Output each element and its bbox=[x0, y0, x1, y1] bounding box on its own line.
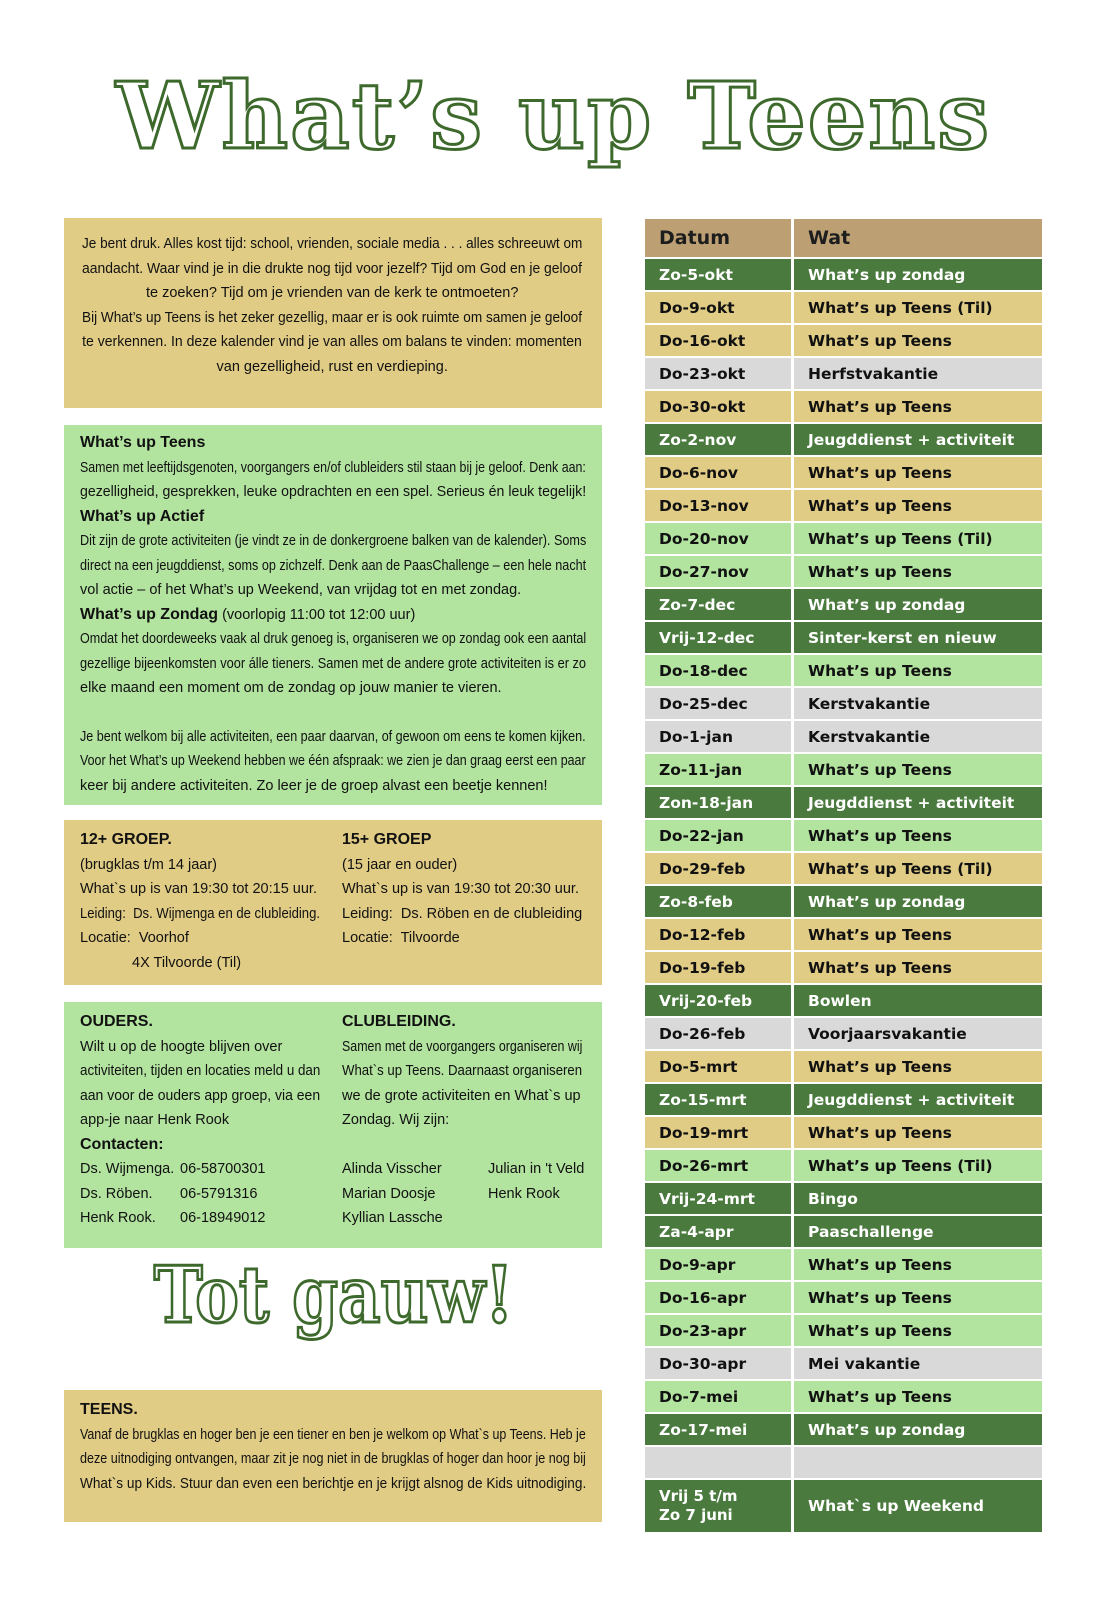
calendar-activity-cell: What’s up Teens bbox=[794, 820, 1042, 851]
calendar-date-cell: Zo-8-feb bbox=[645, 886, 791, 917]
teens-block-heading: TEENS. bbox=[80, 1401, 138, 1418]
calendar-date-cell: Do-26-feb bbox=[645, 1018, 791, 1049]
group-12-heading: 12+ GROEP. bbox=[80, 831, 172, 848]
contact-row bbox=[80, 1182, 320, 1207]
calendar-row bbox=[645, 358, 1042, 389]
final-what: What`s up Weekend bbox=[794, 1480, 1042, 1532]
calendar-row bbox=[645, 259, 1042, 290]
teens-block-text: What`s up Kids. Stuur dan even een berichtje en je krijgt alsnog de Kids uitnodiging. bbox=[80, 1475, 587, 1492]
calendar-activity-cell: Jeugddienst + activiteit bbox=[794, 787, 1042, 818]
calendar-date-cell: Do-16-apr bbox=[645, 1282, 791, 1313]
group-12-time: What`s up is van 19:30 tot 20:15 uur. bbox=[80, 881, 317, 897]
page-title: What’s up Teens bbox=[115, 62, 992, 170]
zondag-text: Omdat het doordeweeks vaak al druk genoeg is, organiseren we op zondag ook een aantal bbox=[80, 631, 587, 647]
zondag-heading: What’s up Zondag bbox=[80, 605, 219, 623]
teens-text: Samen met leeftijdsgenoten, voorgangers en/of clubleiders stil staan bij je geloof. Denk aan: bbox=[80, 459, 586, 476]
calendar-date-cell: Do-18-dec bbox=[645, 655, 791, 686]
actief-text: vol actie – of het What’s up Weekend, van vrijdag tot en met zondag. bbox=[80, 582, 522, 598]
calendar-activity-cell: Paaschallenge bbox=[794, 1216, 1042, 1247]
calendar-date-cell: Do-1-jan bbox=[645, 721, 791, 752]
calendar-date-cell: Do-19-feb bbox=[645, 952, 791, 983]
calendar-activity-cell: Bingo bbox=[794, 1183, 1042, 1214]
calendar-row bbox=[645, 1150, 1042, 1181]
calendar-date-cell: Do-29-feb bbox=[645, 853, 791, 884]
calendar-activity-cell: What’s up Teens bbox=[794, 754, 1042, 785]
calendar-activity-cell: Sinter-kerst en nieuw bbox=[794, 622, 1042, 653]
calendar-header-row bbox=[645, 219, 1042, 257]
calendar-date-cell: Do-23-apr bbox=[645, 1315, 791, 1346]
calendar-date-cell: Do-16-okt bbox=[645, 325, 791, 356]
intro-line: te zoeken? Tijd om je vrienden van de kerk te ontmoeten? bbox=[146, 285, 519, 301]
ouders-heading: OUDERS. bbox=[80, 1013, 153, 1030]
ouders-column bbox=[80, 1010, 320, 1231]
locatie-label: Locatie: bbox=[80, 930, 131, 946]
calendar-date-cell: Do-13-nov bbox=[645, 490, 791, 521]
calendar-date-cell: Do-9-okt bbox=[645, 292, 791, 323]
leader-name: Henk Rook bbox=[488, 1185, 560, 1202]
final-date-line-1: Vrij 5 t/m bbox=[659, 1487, 738, 1505]
calendar-date-cell: Vrij-20-feb bbox=[645, 985, 791, 1016]
clubleiding-text: Samen met de voorgangers organiseren wij bbox=[342, 1038, 583, 1055]
calendar-row bbox=[645, 457, 1042, 488]
leiding-label: Leiding: bbox=[80, 905, 126, 922]
calendar-row bbox=[645, 820, 1042, 851]
calendar-row bbox=[645, 1315, 1042, 1346]
calendar-date-cell: Do-26-mrt bbox=[645, 1150, 791, 1181]
calendar-activity-cell: Herfstvakantie bbox=[794, 358, 1042, 389]
clubleiding-text: Zondag. Wij zijn: bbox=[342, 1112, 450, 1128]
calendar-date-cell: Za-4-apr bbox=[645, 1216, 791, 1247]
calendar-row bbox=[645, 1249, 1042, 1280]
leaders-col-2 bbox=[488, 1157, 584, 1231]
intro-line: Je bent druk. Alles kost tijd: school, vrienden, sociale media . . . alles schreeuwt om bbox=[82, 236, 583, 252]
calendar-activity-cell: What’s up Teens bbox=[794, 655, 1042, 686]
leiding-value: Ds. Röben en de clubleiding bbox=[400, 905, 583, 922]
calendar-date-cell: Do-30-apr bbox=[645, 1348, 791, 1379]
calendar-row bbox=[645, 1084, 1042, 1115]
calendar-activity-cell: What’s up zondag bbox=[794, 589, 1042, 620]
intro-line: te verkennen. In deze kalender vind je van alles om balans te vinden: momenten bbox=[82, 334, 582, 350]
header-date: Datum bbox=[645, 219, 791, 257]
calendar-activity-cell: What’s up Teens (Til) bbox=[794, 523, 1042, 554]
calendar-row bbox=[645, 985, 1042, 1016]
group-12-locatie bbox=[80, 926, 346, 951]
calendar-date-cell: Do-12-feb bbox=[645, 919, 791, 950]
calendar-activity-cell bbox=[794, 1447, 1042, 1478]
contact-name: Ds. Röben. bbox=[80, 1185, 153, 1202]
calendar-rows bbox=[645, 259, 1042, 1478]
calendar-row bbox=[645, 424, 1042, 455]
calendar-row bbox=[645, 1348, 1042, 1379]
intro-line: van gezelligheid, rust en verdieping. bbox=[216, 358, 448, 375]
calendar-activity-cell: What’s up Teens bbox=[794, 1051, 1042, 1082]
calendar-date-cell: Zo-5-okt bbox=[645, 259, 791, 290]
calendar-row bbox=[645, 952, 1042, 983]
calendar-row bbox=[645, 1216, 1042, 1247]
calendar-date-cell: Do-27-nov bbox=[645, 556, 791, 587]
calendar-date-cell: Zo-11-jan bbox=[645, 754, 791, 785]
zondag-heading-line bbox=[80, 603, 586, 628]
final-date-line-2: Zo 7 juni bbox=[659, 1506, 733, 1524]
calendar-date-cell: Do-23-okt bbox=[645, 358, 791, 389]
zondag-text: gezellige bijeenkomsten voor álle tieners. Samen met de andere grote activiteiten is er zo bbox=[80, 655, 587, 672]
welcome-text: keer bij andere activiteiten. Zo leer je de groep alvast een beetje kennen! bbox=[80, 777, 548, 794]
contact-phone[interactable]: 06-58700301 bbox=[180, 1161, 266, 1177]
calendar-date-cell: Do-30-okt bbox=[645, 391, 791, 422]
calendar-final-row bbox=[645, 1480, 1042, 1532]
leaders-list bbox=[342, 1157, 592, 1231]
calendar-row bbox=[645, 622, 1042, 653]
group-12-locatie-2: 4X Tilvoorde (Til) bbox=[132, 954, 242, 971]
calendar-activity-cell: What’s up Teens bbox=[794, 952, 1042, 983]
group-15-locatie bbox=[342, 926, 582, 951]
calendar-date-cell: Vrij-12-dec bbox=[645, 622, 791, 653]
leader-name: Julian in 't Veld bbox=[488, 1161, 585, 1177]
calendar-date-cell: Zon-18-jan bbox=[645, 787, 791, 818]
calendar-date-cell: Zo-17-mei bbox=[645, 1414, 791, 1445]
group-15-column bbox=[342, 828, 582, 951]
calendar-row bbox=[645, 292, 1042, 323]
welcome-text: Je bent welkom bij alle activiteiten, een paar daarvan, of gewoon om eens te komen kijken. bbox=[80, 728, 586, 745]
contact-row bbox=[80, 1206, 320, 1231]
calendar-row bbox=[645, 1414, 1042, 1445]
calendar-date-cell: Do-25-dec bbox=[645, 688, 791, 719]
clubleiding-text: we de grote activiteiten en What`s up bbox=[342, 1087, 581, 1104]
calendar-activity-cell: What’s up Teens bbox=[794, 325, 1042, 356]
calendar-date-cell bbox=[645, 1447, 791, 1478]
calendar-activity-cell: Kerstvakantie bbox=[794, 688, 1042, 719]
groups-box bbox=[64, 820, 602, 985]
locatie-value: Voorhof bbox=[138, 930, 189, 946]
calendar-row bbox=[645, 721, 1042, 752]
calendar-activity-cell: What’s up Teens (Til) bbox=[794, 1150, 1042, 1181]
calendar-activity-cell: Kerstvakantie bbox=[794, 721, 1042, 752]
ouders-text: Wilt u op de hoogte blijven over bbox=[80, 1038, 283, 1055]
calendar-activity-cell: What’s up zondag bbox=[794, 886, 1042, 917]
closing-title: Tot gauw! bbox=[153, 1250, 514, 1341]
leader-name: Kyllian Lassche bbox=[342, 1210, 443, 1226]
calendar-activity-cell: What’s up Teens bbox=[794, 556, 1042, 587]
calendar-activity-cell: What’s up Teens bbox=[794, 391, 1042, 422]
calendar-activity-cell: Jeugddienst + activiteit bbox=[794, 424, 1042, 455]
calendar-date-cell: Vrij-24-mrt bbox=[645, 1183, 791, 1214]
calendar-row bbox=[645, 754, 1042, 785]
calendar-row bbox=[645, 1447, 1042, 1478]
calendar-row bbox=[645, 391, 1042, 422]
calendar-row bbox=[645, 1018, 1042, 1049]
program-info-box bbox=[64, 425, 602, 805]
group-12-leiding bbox=[80, 902, 320, 927]
ouders-text: aan voor de ouders app groep, via een bbox=[80, 1087, 321, 1104]
group-12-age: (brugklas t/m 14 jaar) bbox=[80, 856, 217, 873]
calendar-activity-cell: What’s up Teens bbox=[794, 1315, 1042, 1346]
calendar-activity-cell: What’s up Teens bbox=[794, 1117, 1042, 1148]
calendar-activity-cell: What’s up Teens bbox=[794, 919, 1042, 950]
calendar-activity-cell: What’s up zondag bbox=[794, 1414, 1042, 1445]
calendar-activity-cell: What’s up zondag bbox=[794, 259, 1042, 290]
teens-block-text: deze uitnodiging ontvangen, maar zit je nog niet in de brugklas of hoger dan hoor je nog bij bbox=[80, 1451, 586, 1467]
contact-phone[interactable]: 06-18949012 bbox=[180, 1210, 266, 1226]
calendar-row bbox=[645, 655, 1042, 686]
intro-line: Bij What’s up Teens is het zeker gezellig, maar er is ook ruimte om samen je geloof bbox=[82, 309, 582, 326]
calendar-date-cell: Do-19-mrt bbox=[645, 1117, 791, 1148]
contacts-heading: Contacten: bbox=[80, 1135, 164, 1153]
locatie-label: Locatie: bbox=[342, 930, 393, 946]
calendar-activity-cell: Voorjaarsvakantie bbox=[794, 1018, 1042, 1049]
calendar-activity-cell: What’s up Teens bbox=[794, 1249, 1042, 1280]
calendar-row bbox=[645, 1381, 1042, 1412]
locatie-value: Tilvoorde bbox=[400, 930, 460, 946]
zondag-note: (voorlopig 11:00 tot 12:00 uur) bbox=[222, 606, 416, 623]
calendar-activity-cell: What’s up Teens (Til) bbox=[794, 292, 1042, 323]
calendar-row bbox=[645, 919, 1042, 950]
clubleiding-heading: CLUBLEIDING. bbox=[342, 1013, 456, 1030]
group-12-column bbox=[80, 828, 346, 975]
group-15-time: What`s up is van 19:30 tot 20:30 uur. bbox=[342, 881, 579, 897]
clubleiding-text: What`s up Teens. Daarnaast organiseren bbox=[342, 1063, 583, 1079]
calendar-date-cell: Zo-7-dec bbox=[645, 589, 791, 620]
clubleiding-column bbox=[342, 1010, 592, 1231]
header-what: Wat bbox=[794, 219, 1042, 257]
final-date bbox=[645, 1480, 791, 1532]
calendar-activity-cell: What’s up Teens bbox=[794, 1381, 1042, 1412]
calendar-activity-cell: What’s up Teens bbox=[794, 490, 1042, 521]
contact-phone[interactable]: 06-5791316 bbox=[180, 1185, 258, 1202]
calendar-activity-cell: Mei vakantie bbox=[794, 1348, 1042, 1379]
calendar-date-cell: Do-7-mei bbox=[645, 1381, 791, 1412]
teens-heading: What’s up Teens bbox=[80, 434, 206, 451]
calendar-row bbox=[645, 589, 1042, 620]
calendar-date-cell: Do-9-apr bbox=[645, 1249, 791, 1280]
calendar-date-cell: Zo-2-nov bbox=[645, 424, 791, 455]
calendar-row bbox=[645, 490, 1042, 521]
calendar-date-cell: Do-22-jan bbox=[645, 820, 791, 851]
calendar-date-cell: Do-5-mrt bbox=[645, 1051, 791, 1082]
calendar-row bbox=[645, 787, 1042, 818]
calendar-activity-cell: Jeugddienst + activiteit bbox=[794, 1084, 1042, 1115]
calendar-table bbox=[645, 219, 1042, 1534]
calendar-row bbox=[645, 688, 1042, 719]
calendar-row bbox=[645, 853, 1042, 884]
intro-line: aandacht. Waar vind je in die drukte nog tijd voor jezelf? Tijd om God en je geloof bbox=[82, 260, 582, 277]
leiding-label: Leiding: bbox=[342, 905, 393, 922]
calendar-row bbox=[645, 556, 1042, 587]
calendar-activity-cell: What’s up Teens bbox=[794, 1282, 1042, 1313]
calendar-activity-cell: Bowlen bbox=[794, 985, 1042, 1016]
calendar-row bbox=[645, 1051, 1042, 1082]
leader-name: Alinda Visscher bbox=[342, 1161, 442, 1177]
group-15-age: (15 jaar en ouder) bbox=[342, 856, 458, 873]
parents-box bbox=[64, 1002, 602, 1248]
calendar-date-cell: Zo-15-mrt bbox=[645, 1084, 791, 1115]
teens-info-box bbox=[64, 1390, 602, 1522]
calendar-row bbox=[645, 886, 1042, 917]
actief-text: Dit zijn de grote activiteiten (je vindt ze in de donkergroene balken van de kalender). Soms bbox=[80, 533, 587, 549]
group-15-heading: 15+ GROEP bbox=[342, 831, 432, 848]
zondag-text: elke maand een moment om de zondag op jouw manier te vieren. bbox=[80, 680, 502, 696]
teens-text: gezelligheid, gesprekken, leuke opdrachten en een spel. Serieus én leuk tegelijk! bbox=[80, 484, 587, 500]
calendar-activity-cell: What’s up Teens (Til) bbox=[794, 853, 1042, 884]
teens-block-text: Vanaf de brugklas en hoger ben je een tiener en ben je welkom op What`s up Teens. Heb je bbox=[80, 1426, 586, 1443]
calendar-row bbox=[645, 523, 1042, 554]
intro-box bbox=[64, 218, 602, 408]
actief-text: direct na een jeugddienst, soms op zichzelf. Denk aan de PaasChallenge – een hele nacht bbox=[80, 557, 587, 574]
calendar-date-cell: Do-6-nov bbox=[645, 457, 791, 488]
leaders-col-1 bbox=[342, 1157, 488, 1231]
group-15-leiding bbox=[342, 902, 582, 927]
calendar-row bbox=[645, 1183, 1042, 1214]
contact-name: Ds. Wijmenga. bbox=[80, 1161, 175, 1177]
calendar-date-cell: Do-20-nov bbox=[645, 523, 791, 554]
actief-heading: What’s up Actief bbox=[80, 507, 205, 525]
calendar-row bbox=[645, 1282, 1042, 1313]
calendar-activity-cell: What’s up Teens bbox=[794, 457, 1042, 488]
contact-name: Henk Rook. bbox=[80, 1210, 156, 1226]
leader-name: Marian Doosje bbox=[342, 1185, 436, 1202]
calendar-row bbox=[645, 1117, 1042, 1148]
ouders-text: app-je naar Henk Rook bbox=[80, 1112, 230, 1128]
calendar-row bbox=[645, 325, 1042, 356]
leiding-value: Ds. Wijmenga en de clubleiding. bbox=[133, 905, 320, 922]
welcome-text: Voor het What’s up Weekend hebben we één afspraak: we zien je dan graag eerst een paar bbox=[80, 753, 586, 769]
ouders-text: activiteiten, tijden en locaties meld u dan bbox=[80, 1063, 321, 1079]
contact-row bbox=[80, 1157, 320, 1182]
